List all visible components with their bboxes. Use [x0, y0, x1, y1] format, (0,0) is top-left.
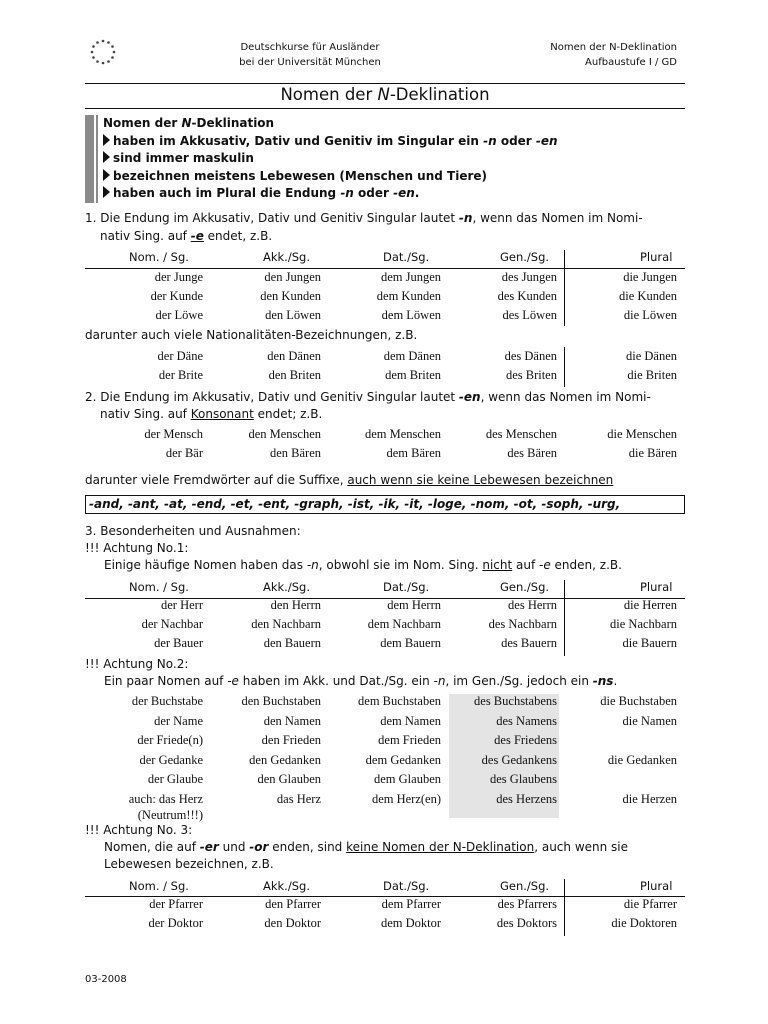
summary-box — [85, 115, 675, 203]
table-cell: den Löwen — [265, 308, 321, 322]
table-row — [85, 368, 685, 387]
table-cell: dem Frieden — [378, 733, 441, 748]
col-gen: Gen./Sg. — [500, 250, 550, 264]
table-row — [85, 349, 685, 368]
table-cell: dem Briten — [385, 368, 441, 382]
table-cell: die Nachbarn — [610, 617, 677, 631]
section-1-line-1: 1. Die Endung im Akkusativ, Dativ und Genitiv Singular lautet -n, wenn das Nomen im Nomi- — [85, 211, 643, 225]
table-cell: den Nachbarn — [251, 617, 321, 631]
table-cell: die Pfarrer — [623, 897, 677, 911]
table-cell: der Gedanke — [139, 752, 203, 767]
table-cell: des Bären — [507, 446, 557, 460]
note-fremdwoerter: darunter viele Fremdwörter auf die Suffixe, auch wenn sie keine Lebewesen bezeichnen — [85, 473, 614, 487]
table-row — [85, 772, 685, 791]
table-cell: des Doktors — [496, 916, 557, 930]
table-cell: den Dänen — [267, 349, 321, 363]
col-plural: Plural — [640, 250, 673, 264]
table-cell: den Jungen — [264, 270, 321, 284]
arrow-right-icon — [103, 151, 110, 163]
course-line-2: Aufbaustufe I / GD — [585, 57, 677, 68]
table-cell: dem Glauben — [374, 772, 441, 787]
achtung-3-text-2: Lebewesen bezeichnen, z.B. — [104, 857, 274, 871]
table-cell: des Pfarrers — [497, 897, 557, 911]
section-2-line-1: 2. Die Endung im Akkusativ, Dativ und Genitiv Singular lautet -en, wenn das Nomen im Nomi- — [85, 390, 651, 404]
col-dat: Dat./Sg. — [383, 879, 430, 893]
section-3-heading: 3. Besonderheiten und Ausnahmen: — [85, 524, 301, 538]
table-cell: des Herrn — [508, 598, 557, 612]
university-dots-logo-icon — [89, 38, 117, 66]
col-nom: Nom. / Sg. — [129, 250, 189, 264]
table-cell: den Bären — [269, 446, 321, 460]
table-cell: des Kunden — [497, 289, 557, 303]
table-cell: die Namen — [622, 713, 677, 728]
table-cell: dem Löwen — [381, 308, 441, 322]
col-plural: Plural — [640, 580, 673, 594]
table-cell: des Briten — [505, 368, 557, 382]
table-cell: der Glaube — [147, 772, 203, 787]
table-cell: des Friedens — [494, 733, 557, 748]
title-text: Nomen der — [280, 85, 378, 104]
table-cell: dem Buchstaben — [358, 694, 441, 708]
col-nom: Nom. / Sg. — [129, 580, 189, 594]
table-cell: den Bauern — [263, 636, 321, 650]
table-cell: der Löwe — [155, 308, 203, 322]
table-5-header — [85, 879, 685, 895]
table-cell: die Gedanken — [607, 752, 677, 767]
table-row — [85, 897, 685, 916]
institution-line-1: Deutschkurse für Ausländer — [240, 42, 380, 53]
note-nationalities: darunter auch viele Nationalitäten-Bezeichnungen, z.B. — [85, 328, 418, 342]
summary-line-1: Nomen der N-Deklination — [103, 116, 275, 130]
table-cell: der Junge — [154, 270, 203, 284]
section-1-line-2: nativ Sing. auf -e endet, z.B. — [100, 229, 273, 243]
table-row — [85, 427, 685, 446]
table-1-rule — [85, 268, 685, 269]
table-cell: die Dänen — [625, 349, 677, 363]
table-row — [85, 308, 685, 327]
arrow-right-icon — [103, 134, 110, 146]
title-divider — [85, 108, 685, 109]
table-cell: dem Gedanken — [365, 752, 441, 767]
title-text-end: -Deklination — [389, 85, 490, 104]
institution-header — [200, 40, 420, 70]
table-cell: den Menschen — [248, 427, 321, 441]
table-row — [85, 636, 685, 655]
table-cell: der Nachbar — [141, 617, 203, 631]
table-cell: die Bauern — [622, 636, 677, 650]
achtung-1-label: !!! Achtung No.1: — [85, 541, 189, 555]
table-row — [85, 714, 685, 733]
table-cell: des Gedankens — [481, 752, 557, 767]
table-cell: der Bär — [165, 446, 203, 460]
summary-bar-thin — [96, 115, 98, 203]
summary-line-5: haben auch im Plural die Endung -n oder -en. — [103, 185, 558, 203]
suffix-list: -and, -ant, -at, -end, -et, -ent, -graph, -ist, -ik, -it, -loge, -nom, -ot, -soph, -urg, — [85, 495, 685, 514]
col-gen: Gen./Sg. — [500, 580, 550, 594]
table-cell: dem Dänen — [383, 349, 441, 363]
table-cell: die Bären — [628, 446, 677, 460]
table-cell: die Doktoren — [611, 916, 677, 930]
achtung-3-text: Nomen, die auf -er und -or enden, sind keine Nomen der N-Deklination, auch wenn sie — [104, 840, 629, 854]
achtung-3-label: !!! Achtung No. 3: — [85, 823, 193, 837]
table-cell: dem Kunden — [376, 289, 441, 303]
table-cell: die Kunden — [619, 289, 677, 303]
col-akk: Akk./Sg. — [263, 250, 310, 264]
table-cell: den Doktor — [264, 916, 321, 930]
table-cell: der Doktor — [148, 916, 203, 930]
table-cell: auch: das Herz — [128, 792, 203, 806]
table-cell: des Menschen — [485, 427, 557, 441]
table-cell: den Gedanken — [249, 752, 321, 767]
table-cell: des Jungen — [501, 270, 557, 284]
table-cell: dem Namen — [380, 713, 441, 728]
summary-bar — [85, 115, 94, 203]
col-gen: Gen./Sg. — [500, 879, 550, 893]
achtung-2-label: !!! Achtung No.2: — [85, 657, 189, 671]
table-cell: der Kunde — [150, 289, 203, 303]
title-em: N — [377, 85, 390, 104]
table-cell: der Däne — [157, 349, 203, 363]
table-cell: dem Herrn — [387, 598, 441, 612]
table-cell: der Brite — [158, 368, 203, 382]
table-cell: der Name — [154, 713, 203, 728]
table-row — [85, 598, 685, 617]
arrow-right-icon — [103, 169, 110, 181]
course-header — [500, 40, 677, 70]
table-cell: den Namen — [263, 713, 321, 728]
col-dat: Dat./Sg. — [383, 580, 430, 594]
table-cell: die Buchstaben — [600, 694, 677, 708]
table-cell: die Menschen — [607, 427, 677, 441]
table-cell: des Glaubens — [490, 772, 557, 787]
table-3-header — [85, 580, 685, 596]
table-cell: dem Herz(en) — [371, 792, 441, 806]
table-cell: den Kunden — [260, 289, 321, 303]
neutrum-note: (Neutrum!!!) — [137, 808, 203, 822]
col-nom: Nom. / Sg. — [129, 879, 189, 893]
table-cell: dem Bauern — [380, 636, 441, 650]
table-cell: den Herrn — [270, 598, 321, 612]
table-cell: dem Pfarrer — [381, 897, 441, 911]
table-cell: dem Bären — [386, 446, 441, 460]
achtung-1-text: Einige häufige Nomen haben das -n, obwohl sie im Nom. Sing. nicht auf -e enden, z.B. — [104, 558, 622, 572]
table-cell: den Frieden — [261, 733, 321, 748]
table-row — [85, 916, 685, 935]
col-plural: Plural — [640, 879, 673, 893]
summary-line-4: bezeichnen meistens Lebewesen (Menschen und Tiere) — [103, 168, 558, 186]
achtung-2-text: Ein paar Nomen auf -e haben im Akk. und Dat./Sg. ein -n, im Gen./Sg. jedoch ein -ns. — [104, 674, 618, 688]
col-dat: Dat./Sg. — [383, 250, 430, 264]
table-cell: dem Menschen — [364, 427, 441, 441]
table-row — [85, 289, 685, 308]
table-cell: der Pfarrer — [149, 897, 203, 911]
footer-date: 03-2008 — [85, 974, 127, 985]
table-row — [85, 446, 685, 465]
arrow-right-icon — [103, 186, 110, 198]
table-cell: der Friede(n) — [137, 733, 203, 748]
summary-line-2: haben im Akkusativ, Dativ und Genitiv im Singular ein -n oder -en — [103, 133, 558, 151]
table-row — [85, 270, 685, 289]
summary-line-3: sind immer maskulin — [103, 150, 558, 168]
table-cell: die Herzen — [622, 792, 677, 806]
institution-line-2: bei der Universität München — [239, 57, 381, 68]
table-cell: dem Doktor — [380, 916, 441, 930]
table-cell: den Glauben — [257, 772, 321, 787]
table-cell: der Herr — [161, 598, 203, 612]
table-row — [85, 733, 685, 752]
table-cell: die Herren — [623, 598, 677, 612]
table-cell: dem Nachbarn — [367, 617, 441, 631]
table-cell: des Buchstabens — [474, 694, 557, 708]
page-title — [85, 84, 685, 106]
table-row — [85, 753, 685, 772]
table-cell: des Herzens — [496, 792, 557, 806]
table-cell: des Bauern — [501, 636, 557, 650]
table-cell: die Löwen — [623, 308, 677, 322]
table-cell: den Pfarrer — [265, 897, 321, 911]
table-cell: dem Jungen — [380, 270, 441, 284]
table-cell: der Bauer — [154, 636, 203, 650]
table-cell: den Briten — [268, 368, 321, 382]
table-cell: des Namens — [496, 713, 557, 728]
table-cell: des Nachbarn — [488, 617, 557, 631]
table-1-header — [85, 250, 685, 266]
course-line-1: Nomen der N-Deklination — [550, 42, 677, 53]
table-cell: die Briten — [627, 368, 677, 382]
col-akk: Akk./Sg. — [263, 580, 310, 594]
table-cell: den Buchstaben — [241, 694, 321, 708]
table-cell: des Dänen — [504, 349, 557, 363]
table-cell: das Herz — [276, 792, 321, 806]
col-akk: Akk./Sg. — [263, 879, 310, 893]
table-cell: die Jungen — [623, 270, 677, 284]
section-2-line-2: nativ Sing. auf Konsonant endet; z.B. — [100, 407, 323, 421]
table-row — [85, 694, 685, 713]
table-cell: des Löwen — [502, 308, 557, 322]
table-cell: der Buchstabe — [131, 694, 203, 708]
table-cell: der Mensch — [144, 427, 203, 441]
table-row — [85, 617, 685, 636]
